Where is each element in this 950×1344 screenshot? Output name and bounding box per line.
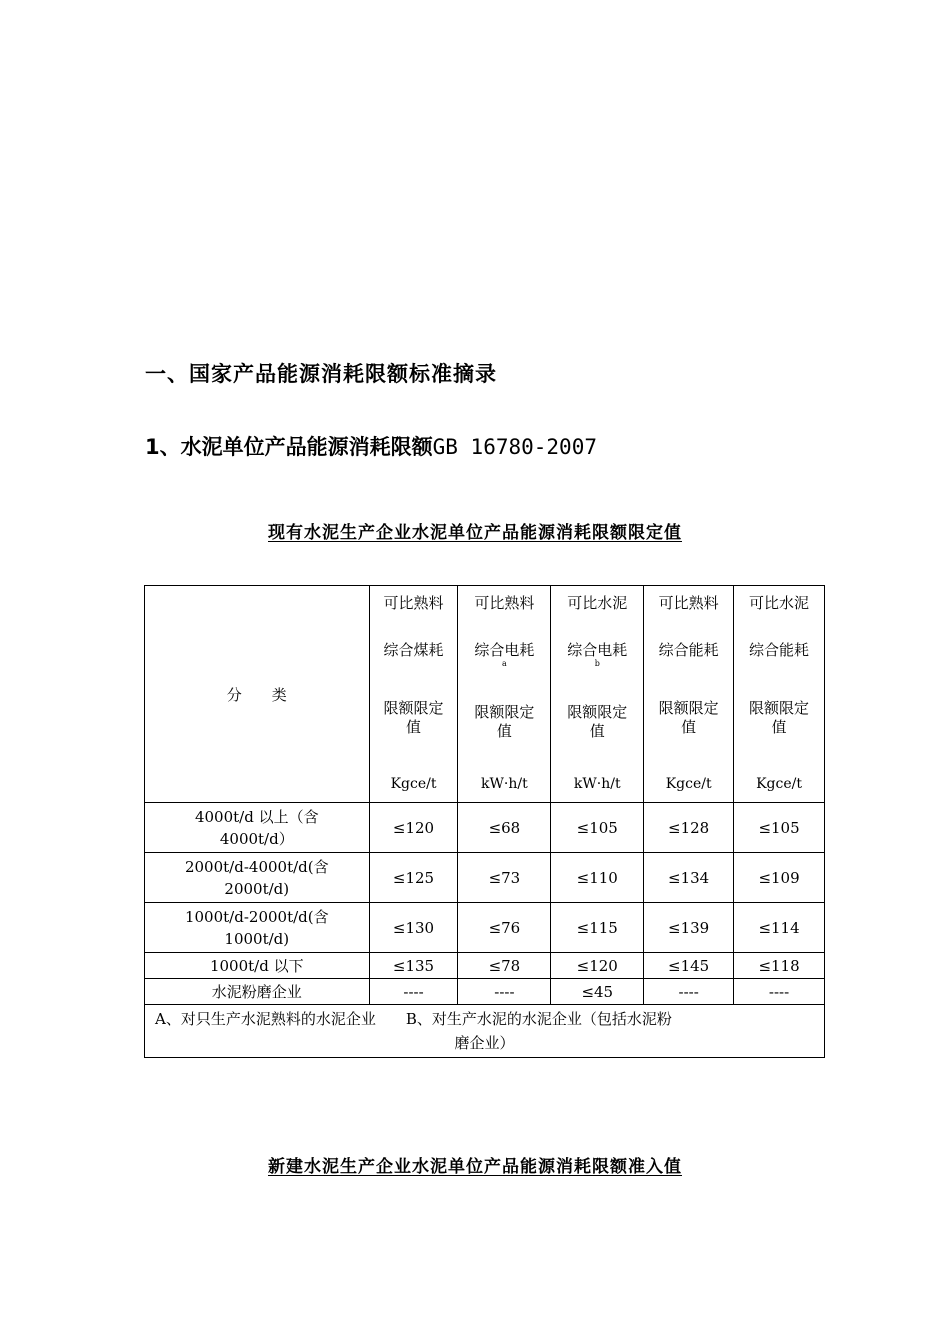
column-header: 可比水泥 综合能耗 限额限定 值 Kgce/t: [734, 586, 825, 803]
column-header: 可比熟料 综合煤耗 限额限定 值 Kgce/t: [369, 586, 458, 803]
value-cell: ≤135: [369, 953, 458, 979]
category-cell: 水泥粉磨企业: [145, 979, 370, 1005]
value-cell: ≤45: [551, 979, 644, 1005]
table-header-row: [145, 586, 825, 803]
table-row: [145, 979, 825, 1005]
value-cell: ≤139: [644, 903, 734, 953]
category-header: 分 类: [145, 586, 370, 803]
table-caption-existing: 现有水泥生产企业水泥单位产品能源消耗限额限定值: [268, 523, 682, 543]
value-cell: ≤118: [734, 953, 825, 979]
subsection-heading: [145, 431, 597, 461]
value-cell: ≤145: [644, 953, 734, 979]
value-cell: ≤128: [644, 803, 734, 853]
category-cell: 4000t/d 以上（含 4000t/d）: [145, 803, 370, 853]
standard-code: GB 16780-2007: [432, 435, 597, 459]
value-cell: ≤125: [369, 853, 458, 903]
value-cell: ----: [369, 979, 458, 1005]
table-row: [145, 903, 825, 953]
value-cell: ----: [458, 979, 551, 1005]
value-cell: ≤105: [551, 803, 644, 853]
value-cell: ≤78: [458, 953, 551, 979]
value-cell: ≤134: [644, 853, 734, 903]
column-header: 可比水泥 综合电耗 b 限额限定 值 kW·h/t: [551, 586, 644, 803]
value-cell: ≤130: [369, 903, 458, 953]
value-cell: ≤73: [458, 853, 551, 903]
value-cell: ----: [734, 979, 825, 1005]
value-cell: ≤109: [734, 853, 825, 903]
table-row: [145, 953, 825, 979]
value-cell: ≤110: [551, 853, 644, 903]
energy-limit-table: [144, 585, 825, 1058]
table-footnote-row: [145, 1005, 825, 1058]
subsection-title: 1、水泥单位产品能源消耗限额: [145, 435, 433, 459]
value-cell: ----: [644, 979, 734, 1005]
column-header: 可比熟料 综合电耗 a 限额限定 值 kW·h/t: [458, 586, 551, 803]
value-cell: ≤105: [734, 803, 825, 853]
value-cell: ≤68: [458, 803, 551, 853]
category-cell: 1000t/d-2000t/d(含 1000t/d): [145, 903, 370, 953]
value-cell: ≤76: [458, 903, 551, 953]
value-cell: ≤120: [369, 803, 458, 853]
value-cell: ≤114: [734, 903, 825, 953]
value-cell: ≤115: [551, 903, 644, 953]
category-cell: 1000t/d 以下: [145, 953, 370, 979]
category-cell: 2000t/d-4000t/d(含 2000t/d): [145, 853, 370, 903]
table-footnote: A、对只生产水泥熟料的水泥企业 B、对生产水泥的水泥企业（包括水泥粉 磨企业）: [145, 1005, 825, 1058]
table-row: [145, 803, 825, 853]
section-heading: 一、国家产品能源消耗限额标准摘录: [145, 362, 497, 386]
table-row: [145, 853, 825, 903]
value-cell: ≤120: [551, 953, 644, 979]
column-header: 可比熟料 综合能耗 限额限定 值 Kgce/t: [644, 586, 734, 803]
table-caption-new: 新建水泥生产企业水泥单位产品能源消耗限额准入值: [268, 1157, 682, 1177]
